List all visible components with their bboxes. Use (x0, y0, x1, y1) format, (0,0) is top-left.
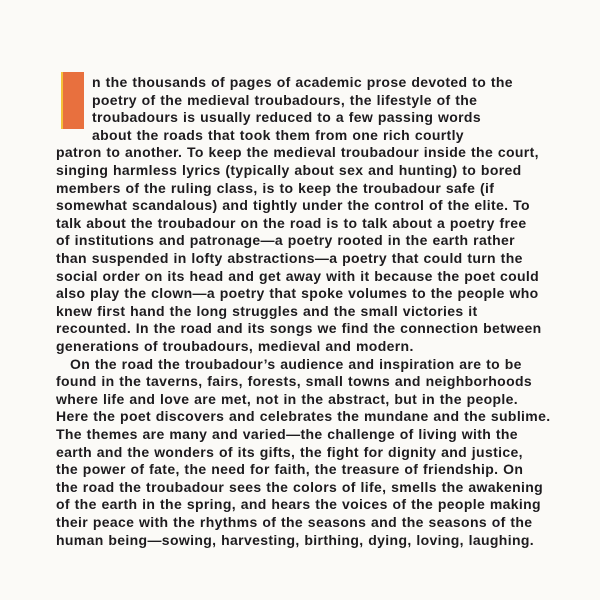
text-line: earth and the wonders of its gifts, the fight for dignity and justice, (56, 443, 523, 460)
text-line: recounted. In the road and its songs we find the connection between (56, 320, 542, 337)
text-line: knew first hand the long struggles and the small victories it (56, 302, 478, 319)
text-line: human being—sowing, harvesting, birthing, dying, loving, laughing. (56, 531, 534, 548)
text-line: On the road the troubadour’s audience and inspiration are to be (70, 355, 522, 372)
text-line: poetry of the medieval troubadours, the lifestyle of the (92, 91, 478, 108)
drop-cap-block (61, 72, 84, 129)
drop-cap-letter (63, 72, 64, 73)
text-line: troubadours is usually reduced to a few passing words (92, 109, 481, 126)
text-line: the road the troubadour sees the colors of life, smells the awakening (56, 478, 544, 495)
text-line: patron to another. To keep the medieval troubadour inside the court, (56, 144, 539, 161)
text-line: The themes are many and varied—the challenge of living with the (56, 426, 518, 442)
text-line: members of the ruling class, is to keep the troubadour safe (if (56, 179, 495, 196)
text-line: where life and love are met, not in the abstract, but in the people. (56, 390, 519, 407)
text-line: the power of fate, the need for faith, the treasure of friendship. On (56, 461, 524, 478)
text-line: singing harmless lyrics (typically about sex and hunting) to bored (56, 162, 522, 178)
text-line: somewhat scandalous) and tightly under the control of the elite. To (56, 197, 530, 214)
text-line: talk about the troubadour on the road is to talk about a poetry free (56, 214, 527, 231)
text-line: their peace with the rhythms of the seasons and the seasons of the (56, 514, 533, 530)
text-line: also play the clown—a poetry that spoke volumes to the people who (56, 285, 539, 302)
text-line: of institutions and patronage—a poetry rooted in the earth rather (56, 232, 515, 249)
text-line: about the roads that took them from one rich courtly (92, 126, 464, 143)
text-line: social order on its head and get away with it because the poet could (56, 267, 540, 284)
text-line: n the thousands of pages of academic prose devoted to the (92, 74, 513, 90)
text-line: than suspended in lofty abstractions—a poetry that could turn the (56, 250, 523, 266)
text-line: Here the poet discovers and celebrates the mundane and the sublime. (56, 408, 551, 425)
text-line: of the earth in the spring, and hears the voices of the people making (56, 496, 541, 513)
text-line: found in the taverns, fairs, forests, small towns and neighborhoods (56, 373, 533, 390)
text-line: generations of troubadours, medieval and modern. (56, 338, 414, 354)
